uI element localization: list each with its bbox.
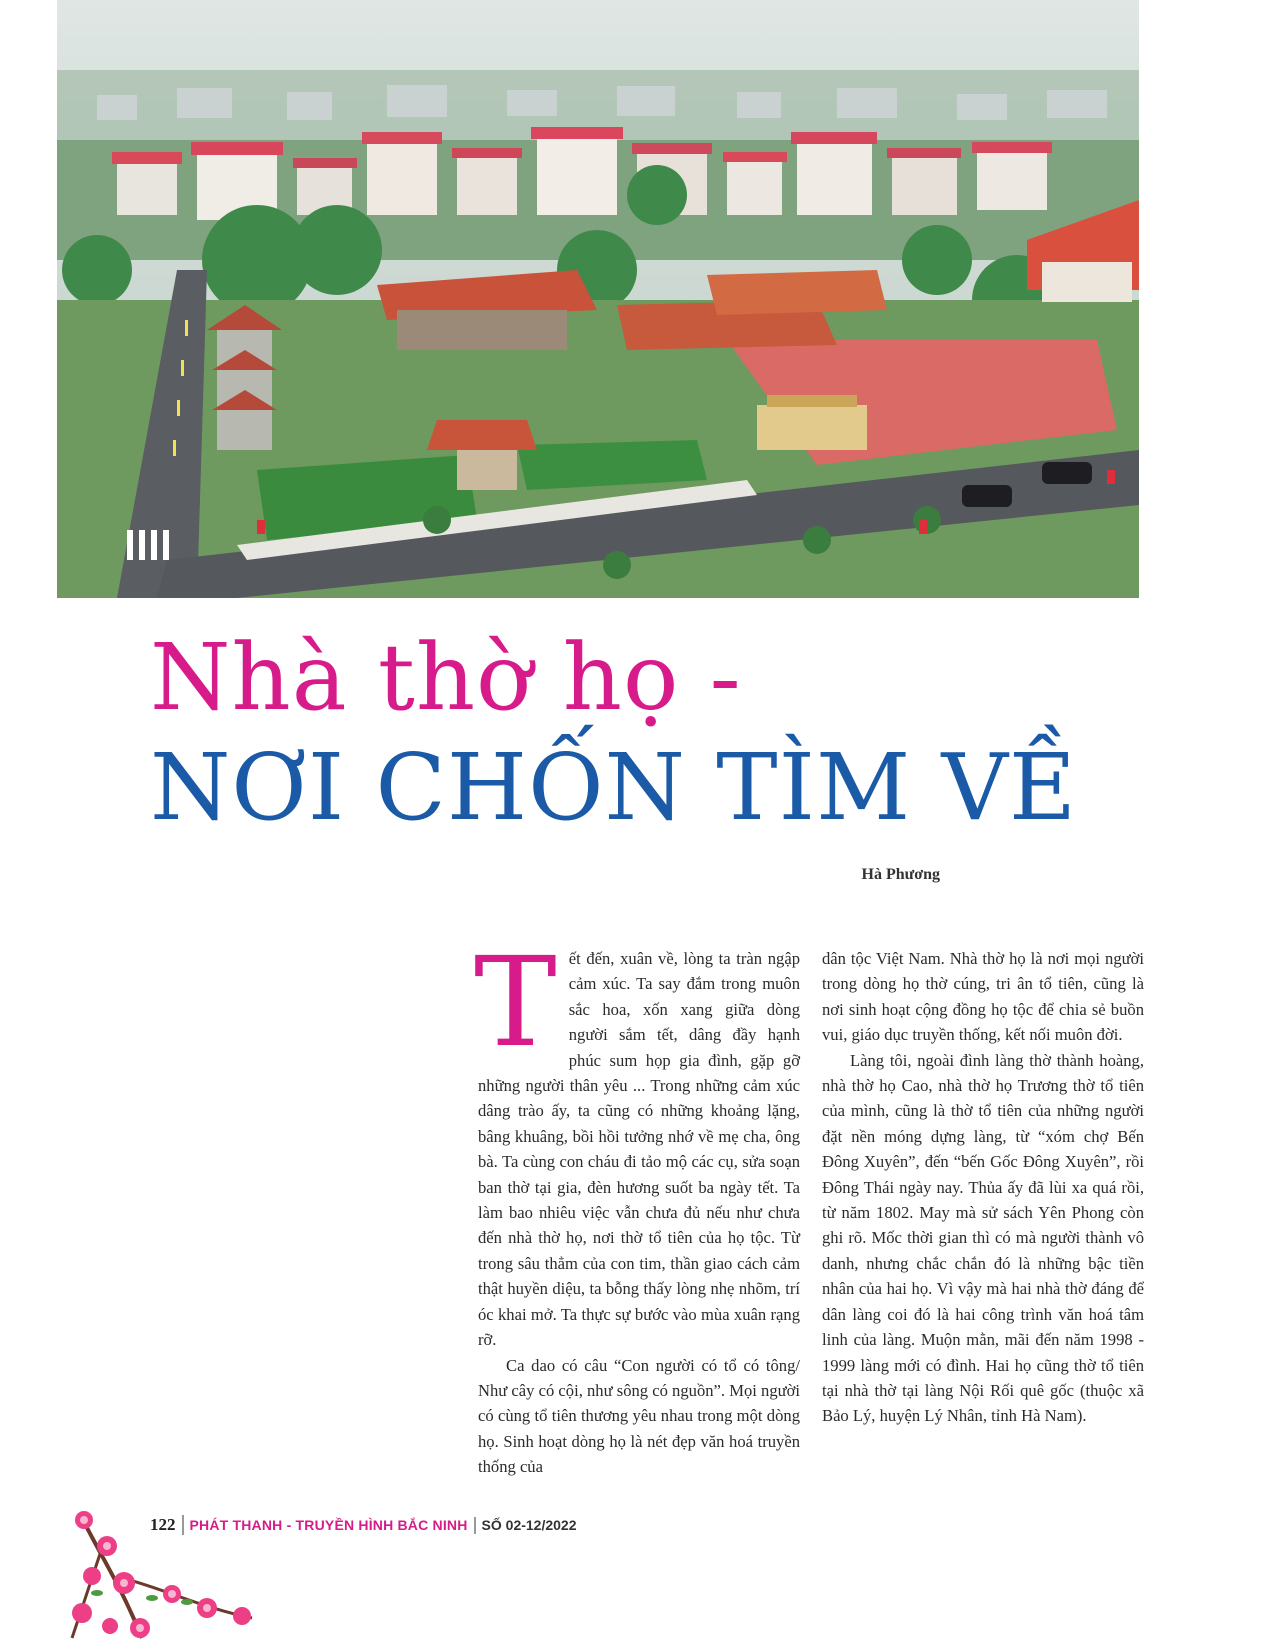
article-column-1	[474, 931, 800, 1480]
paragraph-2: Ca dao có câu “Con người có tổ có tông/ Như cây có cội, như sông có nguồn”. Mọi người có cùng tổ tiên thương yêu nhau trong một dòng họ. Sinh hoạt dòng họ là nét đẹp văn hoá truyền thống của	[478, 1355, 800, 1477]
paragraph-3: dân tộc Việt Nam. Nhà thờ họ là nơi mọi người trong dòng họ thờ cúng, tri ân tổ tiên, cũng là nơi sinh hoạt cộng đồng họ tộc để chia sẻ buồn vui, giáo dục truyền thống, kết nối muôn đời.	[822, 949, 1144, 1045]
publication-name: PHÁT THANH - TRUYỀN HÌNH BẮC NINH	[189, 1517, 468, 1533]
drop-cap: T	[474, 931, 557, 1075]
article-author: Hà Phương	[861, 866, 940, 883]
paragraph-4: Làng tôi, ngoài đình làng thờ thành hoàng, nhà thờ họ Cao, nhà thờ họ Trương thờ tổ tiên của mình, cũng là thờ tổ tiên của những người đặt nền móng dựng làng, từ “xóm chợ Bến Đông Xuyên”, đến “bến Gốc Đông Xuyên”, rồi Đông Thái ngày nay. Thủa ấy đã lùi xa quá rồi, từ năm 1802. May mà sử sách Yên Phong còn ghi rõ. Mốc thời gian thì có mà người thành vô danh, nhưng chắc chắn đó là những bậc tiền nhân của hai họ. Vì vậy mà hai nhà thờ đáng để dân làng coi đó là hai công trình văn hoá tâm linh của làng. Muộn mằn, mãi đến năm 1998 - 1999 làng mới có đình. Hai họ cũng thờ tổ tiên tại nhà thờ tại làng Nội Rối quê gốc (thuộc xã Bảo Lý, huyện Lý Nhân, tỉnh Hà Nam).	[822, 1050, 1144, 1426]
page-number: 122	[150, 1515, 184, 1535]
article-column-2	[822, 946, 1144, 1429]
paragraph-1: ết đến, xuân về, lòng ta tràn ngập cảm xúc. Ta say đắm trong muôn sắc hoa, xốn xang giữa dòng người sắm tết, dâng đầy hạnh phúc sum họp gia đình, gặp gỡ những người thân yêu ... Trong những cảm xúc dâng trào ấy, ta cũng có những khoảng lặng, bâng khuâng, bồi hồi tưởng nhớ về mẹ cha, ông bà. Ta cùng con cháu đi tảo mộ các cụ, sửa soạn ban thờ tại gia, đèn hương suốt ba ngày tết. Ta làm bao nhiêu việc vẫn chưa đủ nếu như chưa đến nhà thờ họ, nơi thờ tổ tiên của họ tộc. Từ trong sâu thẳm của con tim, thần giao cách cảm thật huyền diệu, ta bỗng thấy lòng nhẹ nhõm, trí óc khai mở. Ta thực sự bước vào mùa xuân rạng rỡ.	[478, 949, 800, 1350]
article-title-line2: NƠI CHỐN TÌM VỀ	[150, 734, 1078, 841]
aerial-temple-illustration	[57, 0, 1139, 598]
article-title-line1: Nhà thờ họ -	[150, 624, 742, 731]
page-footer	[150, 1512, 577, 1538]
hero-photo	[57, 0, 1139, 598]
footer-divider	[474, 1517, 476, 1534]
issue-number: SỐ 02-12/2022	[481, 1517, 577, 1533]
